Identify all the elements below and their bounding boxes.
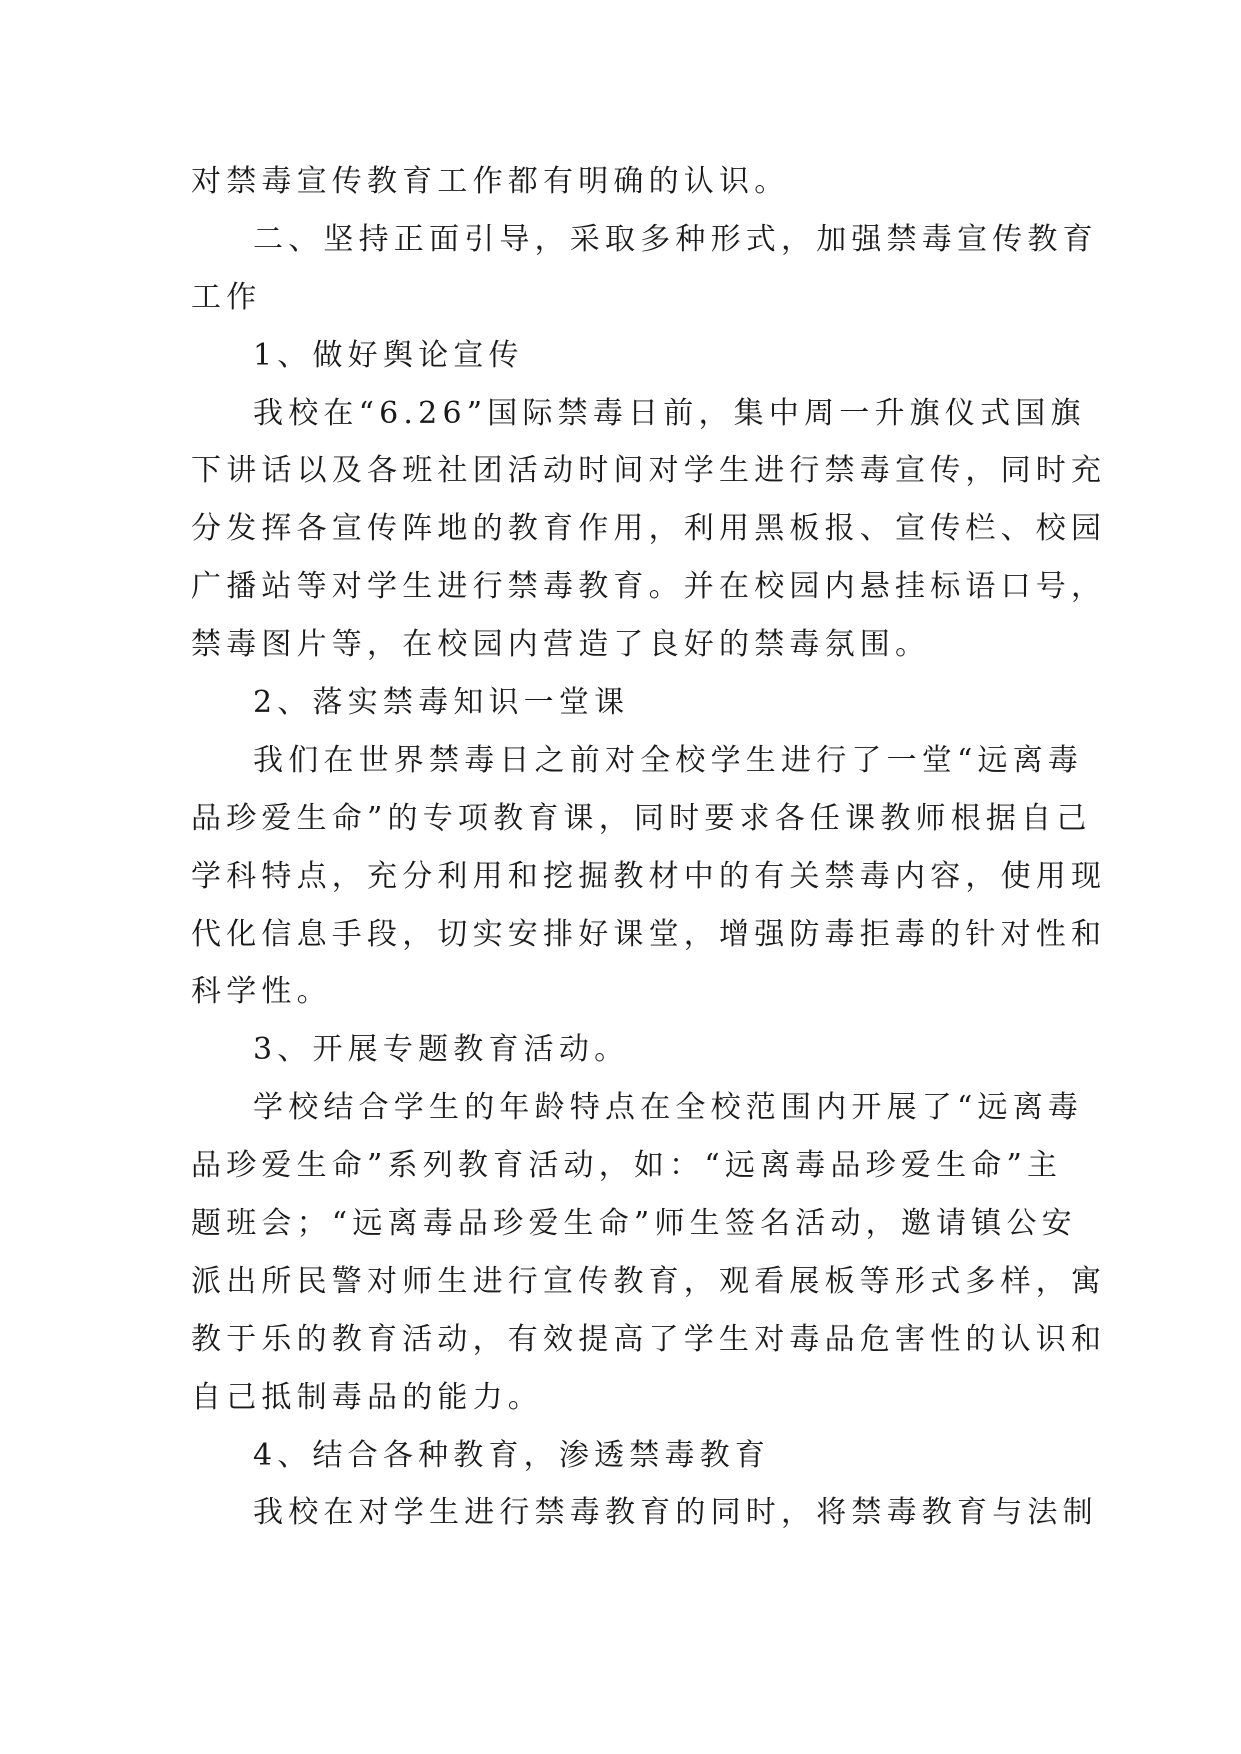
text-line: 禁毒图片等，在校园内营造了良好的禁毒氛围。 bbox=[191, 627, 931, 663]
text-line: 题班会；“远离毒品珍爱生命”师生签名活动，邀请镇公安 bbox=[191, 1206, 1077, 1242]
text-line: 分发挥各宣传阵地的教育作用，利用黑板报、宣传栏、校园 bbox=[191, 511, 1107, 547]
text-line: 3、开展专题教育活动。 bbox=[253, 1032, 630, 1068]
text-line: 派出所民警对师生进行宣传教育，观看展板等形式多样，寓 bbox=[191, 1263, 1107, 1299]
text-line: 4、结合各种教育，渗透禁毒教育 bbox=[253, 1437, 771, 1473]
text-line: 自己抵制毒品的能力。 bbox=[191, 1379, 543, 1415]
text-line: 广播站等对学生进行禁毒教育。并在校园内悬挂标语口号， bbox=[191, 569, 1107, 605]
text-line: 我们在世界禁毒日之前对全校学生进行了一堂“远离毒 bbox=[253, 742, 1084, 778]
text-line: 对禁毒宣传教育工作都有明确的认识。 bbox=[191, 164, 790, 199]
text-line: 科学性。 bbox=[191, 974, 332, 1010]
document-body bbox=[191, 153, 1107, 1542]
text-line: 代化信息手段，切实安排好课堂，增强防毒拒毒的针对性和 bbox=[191, 916, 1107, 952]
text-line: 工作 bbox=[191, 279, 262, 315]
text-line: 1、做好舆论宣传 bbox=[253, 337, 524, 373]
text-line: 学校结合学生的年龄特点在全校范围内开展了“远离毒 bbox=[253, 1090, 1084, 1126]
text-line: 品珍爱生命”的专项教育课，同时要求各任课教师根据自己 bbox=[191, 800, 1092, 836]
text-line: 我校在对学生进行禁毒教育的同时，将禁毒教育与法制 bbox=[253, 1495, 1098, 1531]
text-line: 下讲话以及各班社团活动时间对学生进行禁毒宣传，同时充 bbox=[191, 453, 1107, 489]
text-line: 学科特点，充分利用和挖掘教材中的有关禁毒内容，使用现 bbox=[191, 858, 1107, 894]
text-line: 二、坚持正面引导，采取多种形式，加强禁毒宣传教育 bbox=[253, 221, 1098, 257]
text-line: 品珍爱生命”系列教育活动，如：“远离毒品珍爱生命”主 bbox=[191, 1148, 1063, 1184]
text-line: 教于乐的教育活动，有效提高了学生对毒品危害性的认识和 bbox=[191, 1321, 1107, 1357]
text-line: 2、落实禁毒知识一堂课 bbox=[253, 685, 630, 721]
text-line: 我校在“6.26”国际禁毒日前，集中周一升旗仪式国旗 bbox=[253, 395, 1086, 431]
